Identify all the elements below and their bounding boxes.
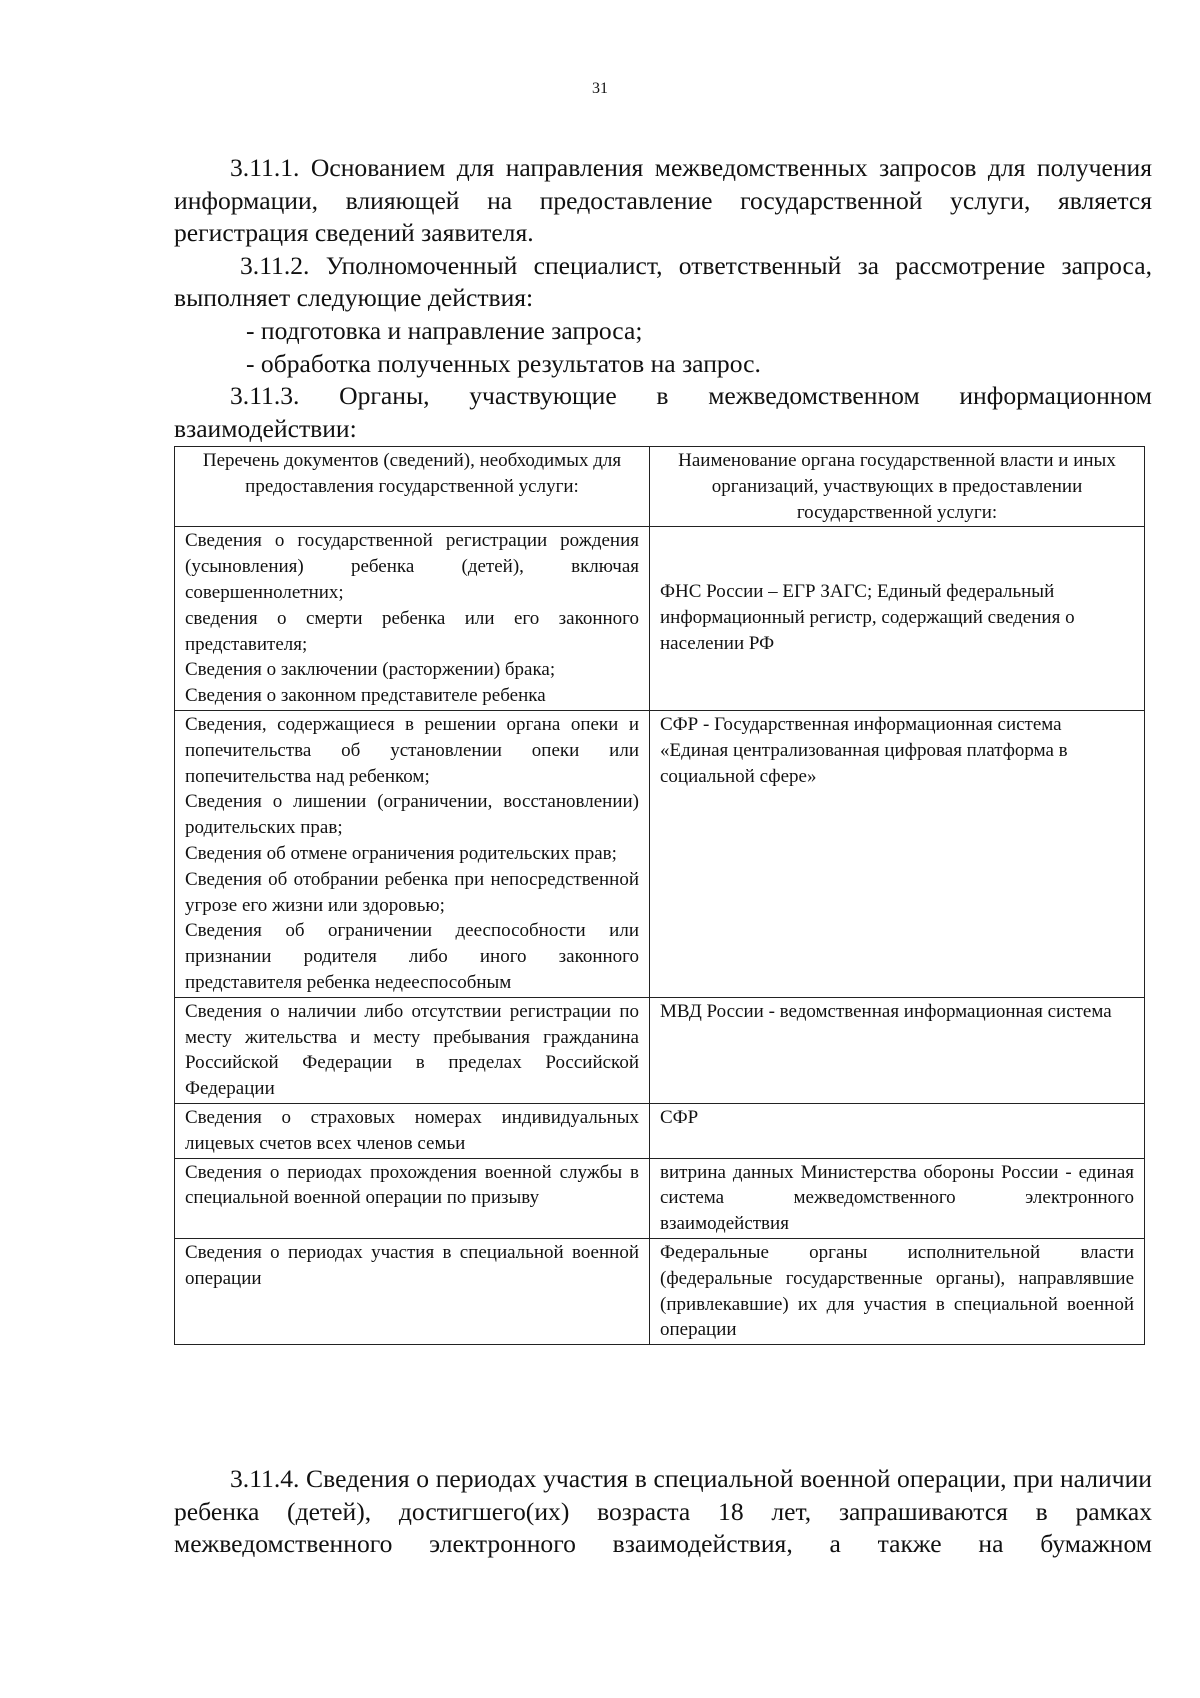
organ-cell [650,1238,1145,1344]
doc-item: Сведения о наличии либо отсутствии регистрации по месту жительства и месту пребывания гражданина Российской Федерации в пределах Российской Федерации [185,1000,639,1100]
table-row [175,997,1145,1103]
doc-item: Сведения о страховых номерах индивидуальных лицевых счетов всех членов семьи [185,1106,639,1154]
header-organ: Наименование органа государственной власти и иных организаций, участвующих в предоставлении государственной услуги: [650,447,1145,527]
organ-cell: СФР [650,1103,1145,1158]
organ-text: витрина данных Министерства обороны России - единая система межведомственного электронного взаимодействия [660,1161,1134,1235]
table-row [175,710,1145,997]
intro-section [174,152,1152,445]
paragraph-3-11-2: 3.11.2. Уполномоченный специалист, ответственный за рассмотрение запроса, выполняет следующие действия: [174,250,1152,313]
doc-item: сведения о смерти ребенка или его законного представителя; [185,607,639,655]
doc-item: Сведения об ограничении дееспособности или признании родителя либо иного законного представителя ребенка недееспособным [185,920,639,993]
doc-item: Сведения, содержащиеся в решении органа опеки и попечительства об установлении опеки или попечительства над ребенком; [185,713,639,787]
doc-item: Сведения о лишении (ограничении, восстановлении) родительских прав; [185,791,639,839]
table-row [175,1238,1145,1344]
docs-cell [175,1103,650,1158]
docs-cell [175,1158,650,1238]
table-row [175,1103,1145,1158]
header-documents: Перечень документов (сведений), необходимых для предоставления государственной услуги: [175,447,650,527]
table-header-row [175,447,1145,527]
list-item-process-results: - обработка полученных результатов на запрос. [246,348,761,378]
organ-cell: МВД России - ведомственная информационная система [650,997,1145,1103]
doc-item: Сведения об отобрании ребенка при непосредственной угрозе его жизни или здоровью; [185,868,639,916]
docs-cell [175,1238,650,1344]
organ-cell: ФНС России – ЕГР ЗАГС; Единый федеральный информационный регистр, содержащий сведения о населении РФ [650,527,1145,711]
docs-cell [175,527,650,711]
interagency-table [174,446,1145,1345]
paragraph-3-11-1: 3.11.1. Основанием для направления межведомственных запросов для получения информации, влияющей на предоставление государственной услуги, является регистрация сведений заявителя. [174,153,1152,248]
doc-item: Сведения о законном представителе ребенка [185,685,546,707]
doc-item: Сведения о государственной регистрации рождения (усыновления) ребенка (детей), включая совершеннолетних; [185,530,639,603]
organ-cell: СФР - Государственная информационная система «Единая централизованная цифровая платформа в социальной сфере» [650,710,1145,997]
doc-item: Сведения об отмене ограничения родительских прав; [185,842,617,864]
closing-section [174,1463,1152,1561]
doc-item: Сведения о периодах участия в специальной военной операции [185,1241,639,1289]
page-number: 31 [592,80,608,97]
docs-cell [175,997,650,1103]
organ-text: Федеральные органы исполнительной власти (федеральные государственные органы), направлявшие (привлекавшие) их для участия в специальной военной операции [660,1241,1134,1341]
doc-item: Сведения о заключении (расторжении) брака; [185,659,556,681]
table-row [175,1158,1145,1238]
docs-cell [175,710,650,997]
list-item-prepare-request: - подготовка и направление запроса; [246,315,643,345]
doc-item: Сведения о периодах прохождения военной службы в специальной военной операции по призыву [185,1161,639,1209]
paragraph-3-11-4: 3.11.4. Сведения о периодах участия в специальной военной операции, при наличии ребенка (детей), достигшего(их) возраста 18 лет, запрашиваются в рамках межведомственного электронного взаимодействия, а также на бумажном [174,1464,1152,1559]
table-row [175,527,1145,711]
organ-cell [650,1158,1145,1238]
paragraph-3-11-3: 3.11.3. Органы, участвующие в межведомственном информационном взаимодействии: [174,381,1152,443]
